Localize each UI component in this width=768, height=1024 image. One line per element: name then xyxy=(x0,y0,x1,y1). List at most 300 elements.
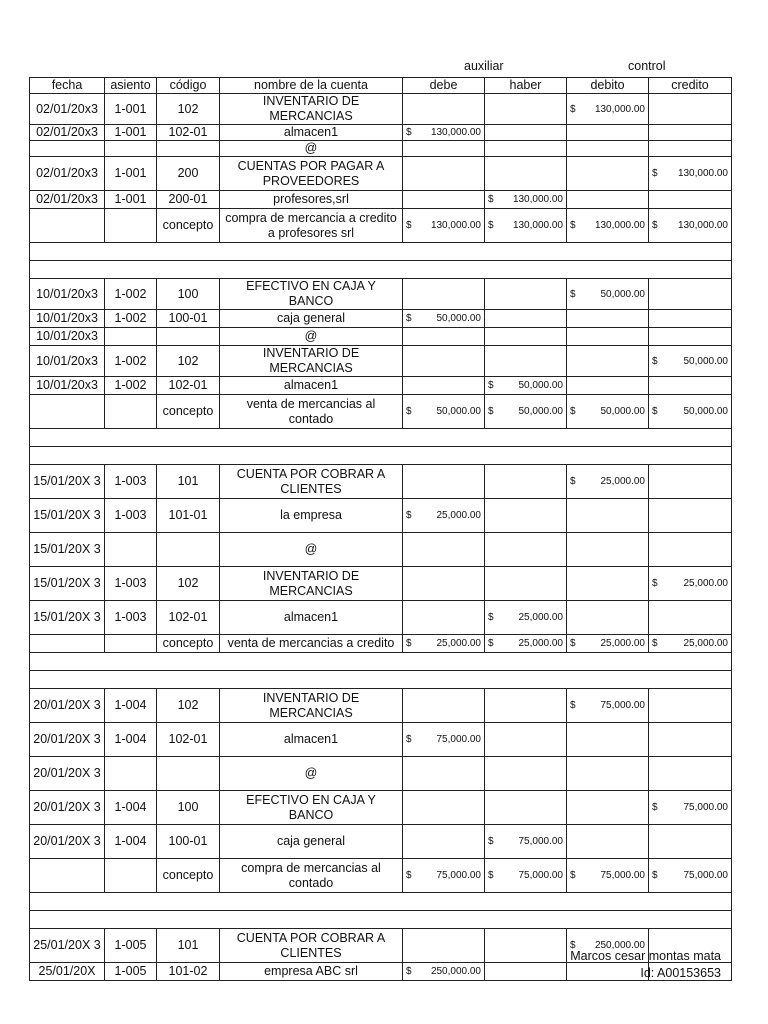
cell-haber xyxy=(485,963,567,981)
cell-haber xyxy=(485,141,567,157)
cell-fecha: 10/01/20x3 xyxy=(30,346,105,377)
cell-cuenta: venta de mercancias al contado xyxy=(220,395,403,429)
cell-fecha xyxy=(30,395,105,429)
cell-haber xyxy=(485,328,567,346)
cell-asiento: 1-003 xyxy=(105,567,157,601)
cell-debito xyxy=(567,310,649,328)
cell-credito xyxy=(649,94,732,125)
cell-debito xyxy=(567,279,649,310)
amount-value: 130,000.00 xyxy=(677,220,728,231)
amount xyxy=(570,218,645,233)
cell-credito xyxy=(649,689,732,723)
cell-debito xyxy=(567,567,649,601)
amount-value: 25,000.00 xyxy=(683,638,728,649)
cell-debito xyxy=(567,689,649,723)
cell-debe xyxy=(403,346,485,377)
amount-value: 25,000.00 xyxy=(436,510,481,521)
cell-debito xyxy=(567,209,649,243)
cell-codigo: 100 xyxy=(157,279,220,310)
cell-codigo: 102 xyxy=(157,689,220,723)
amount-value: 130,000.00 xyxy=(512,220,563,231)
cell-codigo: 200-01 xyxy=(157,191,220,209)
cell-haber xyxy=(485,635,567,653)
cell-debito xyxy=(567,125,649,141)
table-row xyxy=(30,825,732,859)
signature-name: Marcos cesar montas mata xyxy=(570,949,721,963)
cell-asiento: 1-001 xyxy=(105,125,157,141)
currency-symbol: $ xyxy=(488,406,494,417)
cell-asiento xyxy=(105,533,157,567)
cell-debe xyxy=(403,635,485,653)
cell-codigo: 102-01 xyxy=(157,377,220,395)
table-row xyxy=(30,499,732,533)
cell-debe xyxy=(403,310,485,328)
cell-credito xyxy=(649,723,732,757)
spacer-row xyxy=(30,243,732,261)
cell-fecha xyxy=(30,635,105,653)
cell-asiento xyxy=(105,395,157,429)
cell-fecha xyxy=(30,859,105,893)
currency-symbol: $ xyxy=(652,406,658,417)
table-row xyxy=(30,689,732,723)
table-row xyxy=(30,94,732,125)
cell-fecha: 02/01/20x3 xyxy=(30,191,105,209)
spacer-row xyxy=(30,893,732,911)
amount-value: 25,000.00 xyxy=(436,638,481,649)
cell-debito xyxy=(567,601,649,635)
signature-id: Id: A00153653 xyxy=(640,966,721,980)
table-row xyxy=(30,191,732,209)
cell-asiento: 1-001 xyxy=(105,94,157,125)
cell-cuenta: @ xyxy=(220,141,403,157)
cell-asiento: 1-002 xyxy=(105,279,157,310)
currency-symbol: $ xyxy=(488,194,494,205)
amount xyxy=(406,218,481,233)
cell-debe xyxy=(403,94,485,125)
cell-credito xyxy=(649,346,732,377)
cell-debe xyxy=(403,859,485,893)
amount xyxy=(652,404,728,419)
cell-credito xyxy=(649,377,732,395)
cell-debito xyxy=(567,757,649,791)
cell-debe xyxy=(403,395,485,429)
cell-debe xyxy=(403,567,485,601)
amount xyxy=(406,125,481,140)
cell-haber xyxy=(485,209,567,243)
table-row xyxy=(30,279,732,310)
cell-fecha: 15/01/20X 3 xyxy=(30,533,105,567)
cell-fecha: 02/01/20x3 xyxy=(30,157,105,191)
currency-symbol: $ xyxy=(652,168,658,179)
cell-codigo: 200 xyxy=(157,157,220,191)
amount xyxy=(652,354,728,369)
cell-codigo xyxy=(157,757,220,791)
amount xyxy=(488,218,563,233)
cell-credito xyxy=(649,859,732,893)
cell-codigo xyxy=(157,533,220,567)
currency-symbol: $ xyxy=(406,638,412,649)
cell-debe xyxy=(403,499,485,533)
currency-symbol: $ xyxy=(570,940,576,951)
spacer-cell xyxy=(30,261,732,279)
auxiliar-header: auxiliar xyxy=(464,59,504,73)
cell-fecha: 20/01/20X 3 xyxy=(30,757,105,791)
amount xyxy=(488,636,563,651)
cell-credito xyxy=(649,791,732,825)
spacer-row xyxy=(30,911,732,929)
amount-value: 130,000.00 xyxy=(594,220,645,231)
column-header-fecha: fecha xyxy=(30,78,105,94)
spacer-cell xyxy=(30,447,732,465)
cell-credito xyxy=(649,533,732,567)
cell-debe xyxy=(403,825,485,859)
cell-debito xyxy=(567,328,649,346)
currency-symbol: $ xyxy=(406,220,412,231)
cell-haber xyxy=(485,465,567,499)
cell-haber xyxy=(485,791,567,825)
cell-credito xyxy=(649,567,732,601)
cell-debe xyxy=(403,125,485,141)
amount-value: 75,000.00 xyxy=(518,836,563,847)
amount xyxy=(406,732,481,747)
cell-haber xyxy=(485,723,567,757)
currency-symbol: $ xyxy=(488,836,494,847)
cell-codigo: concepto xyxy=(157,859,220,893)
cell-asiento xyxy=(105,635,157,653)
cell-codigo: concepto xyxy=(157,395,220,429)
cell-codigo: 102 xyxy=(157,94,220,125)
table-row xyxy=(30,346,732,377)
cell-cuenta: caja general xyxy=(220,825,403,859)
amount-value: 50,000.00 xyxy=(436,313,481,324)
currency-symbol: $ xyxy=(406,966,412,977)
cell-haber xyxy=(485,395,567,429)
amount xyxy=(570,636,645,651)
cell-asiento: 1-003 xyxy=(105,601,157,635)
amount-value: 75,000.00 xyxy=(436,734,481,745)
cell-cuenta: venta de mercancias a credito xyxy=(220,635,403,653)
cell-fecha: 20/01/20X 3 xyxy=(30,689,105,723)
cell-credito xyxy=(649,601,732,635)
cell-debito xyxy=(567,859,649,893)
currency-symbol: $ xyxy=(652,220,658,231)
spacer-cell xyxy=(30,653,732,671)
cell-cuenta: almacen1 xyxy=(220,125,403,141)
amount xyxy=(406,508,481,523)
cell-debito xyxy=(567,635,649,653)
amount xyxy=(488,192,563,207)
cell-debe xyxy=(403,963,485,981)
amount-value: 50,000.00 xyxy=(436,406,481,417)
column-header-haber: haber xyxy=(485,78,567,94)
currency-symbol: $ xyxy=(488,612,494,623)
cell-credito xyxy=(649,499,732,533)
cell-haber xyxy=(485,125,567,141)
cell-debe xyxy=(403,791,485,825)
cell-fecha: 15/01/20X 3 xyxy=(30,465,105,499)
cell-fecha: 15/01/20X 3 xyxy=(30,601,105,635)
cell-haber xyxy=(485,689,567,723)
cell-debe xyxy=(403,191,485,209)
cell-cuenta: @ xyxy=(220,533,403,567)
cell-debito xyxy=(567,377,649,395)
cell-credito xyxy=(649,635,732,653)
cell-cuenta: INVENTARIO DE MERCANCIAS xyxy=(220,689,403,723)
spacer-cell xyxy=(30,911,732,929)
cell-cuenta: CUENTA POR COBRAR A CLIENTES xyxy=(220,929,403,963)
cell-debe xyxy=(403,157,485,191)
column-header-debe: debe xyxy=(403,78,485,94)
cell-debito xyxy=(567,395,649,429)
cell-haber xyxy=(485,310,567,328)
cell-haber xyxy=(485,279,567,310)
spacer-cell xyxy=(30,429,732,447)
cell-asiento: 1-001 xyxy=(105,191,157,209)
cell-asiento xyxy=(105,328,157,346)
amount-value: 50,000.00 xyxy=(518,380,563,391)
amount-value: 50,000.00 xyxy=(683,406,728,417)
currency-symbol: $ xyxy=(570,288,576,300)
cell-asiento xyxy=(105,209,157,243)
column-header-credito: credito xyxy=(649,78,732,94)
currency-symbol: $ xyxy=(652,355,658,367)
cell-asiento: 1-004 xyxy=(105,825,157,859)
cell-fecha: 02/01/20x3 xyxy=(30,94,105,125)
cell-fecha: 15/01/20X 3 xyxy=(30,567,105,601)
cell-haber xyxy=(485,825,567,859)
cell-haber xyxy=(485,859,567,893)
cell-haber xyxy=(485,191,567,209)
amount xyxy=(406,311,481,326)
currency-symbol: $ xyxy=(652,638,658,649)
cell-haber xyxy=(485,533,567,567)
cell-asiento: 1-004 xyxy=(105,689,157,723)
cell-cuenta: almacen1 xyxy=(220,723,403,757)
cell-debito xyxy=(567,191,649,209)
amount-value: 50,000.00 xyxy=(683,355,728,367)
cell-asiento xyxy=(105,757,157,791)
currency-symbol: $ xyxy=(488,220,494,231)
cell-codigo xyxy=(157,328,220,346)
table-row xyxy=(30,791,732,825)
amount-value: 75,000.00 xyxy=(600,700,645,711)
spacer-row xyxy=(30,429,732,447)
cell-fecha: 20/01/20X 3 xyxy=(30,723,105,757)
cell-cuenta: INVENTARIO DE MERCANCIAS xyxy=(220,346,403,377)
column-header-debito: debito xyxy=(567,78,649,94)
cell-haber xyxy=(485,94,567,125)
amount xyxy=(570,404,645,419)
amount xyxy=(652,800,728,815)
cell-debito xyxy=(567,346,649,377)
cell-fecha: 25/01/20X xyxy=(30,963,105,981)
cell-debe xyxy=(403,929,485,963)
cell-codigo: 102 xyxy=(157,346,220,377)
currency-symbol: $ xyxy=(570,103,576,115)
currency-symbol: $ xyxy=(652,578,658,589)
amount xyxy=(406,964,481,979)
cell-haber xyxy=(485,601,567,635)
cell-fecha: 10/01/20x3 xyxy=(30,328,105,346)
cell-fecha xyxy=(30,209,105,243)
cell-cuenta: compra de mercancia a credito a profesores srl xyxy=(220,209,403,243)
cell-asiento: 1-003 xyxy=(105,499,157,533)
cell-credito xyxy=(649,757,732,791)
currency-symbol: $ xyxy=(406,127,412,138)
cell-fecha xyxy=(30,141,105,157)
cell-debito xyxy=(567,533,649,567)
spacer-row xyxy=(30,447,732,465)
cell-debe xyxy=(403,723,485,757)
cell-haber xyxy=(485,567,567,601)
amount xyxy=(652,218,728,233)
cell-cuenta: EFECTIVO EN CAJA Y BANCO xyxy=(220,791,403,825)
amount-value: 25,000.00 xyxy=(600,638,645,649)
amount-value: 75,000.00 xyxy=(518,870,563,881)
cell-debito xyxy=(567,791,649,825)
amount-value: 50,000.00 xyxy=(600,288,645,300)
currency-symbol: $ xyxy=(406,870,412,881)
cell-codigo: 100 xyxy=(157,791,220,825)
cell-credito xyxy=(649,279,732,310)
spacer-cell xyxy=(30,893,732,911)
cell-asiento xyxy=(105,141,157,157)
cell-codigo: 101-01 xyxy=(157,499,220,533)
table-row xyxy=(30,567,732,601)
cell-asiento: 1-005 xyxy=(105,963,157,981)
column-header-codigo: código xyxy=(157,78,220,94)
spacer-cell xyxy=(30,243,732,261)
cell-debe xyxy=(403,533,485,567)
cell-debito xyxy=(567,963,649,981)
amount xyxy=(570,287,645,302)
amount-value: 50,000.00 xyxy=(518,406,563,417)
cell-fecha: 15/01/20X 3 xyxy=(30,499,105,533)
amount-value: 25,000.00 xyxy=(518,638,563,649)
table-row xyxy=(30,310,732,328)
currency-symbol: $ xyxy=(652,802,658,813)
amount xyxy=(406,636,481,651)
cell-codigo: concepto xyxy=(157,635,220,653)
amount xyxy=(652,166,728,181)
cell-asiento: 1-004 xyxy=(105,791,157,825)
currency-symbol: $ xyxy=(570,638,576,649)
cell-cuenta: @ xyxy=(220,328,403,346)
currency-symbol: $ xyxy=(570,700,576,711)
cell-cuenta: profesores,srl xyxy=(220,191,403,209)
amount xyxy=(570,102,645,117)
cell-debe xyxy=(403,141,485,157)
amount xyxy=(570,868,645,883)
amount xyxy=(488,610,563,625)
cell-credito xyxy=(649,395,732,429)
cell-codigo xyxy=(157,141,220,157)
amount xyxy=(406,404,481,419)
amount-value: 25,000.00 xyxy=(518,612,563,623)
currency-symbol: $ xyxy=(488,638,494,649)
cell-codigo: 102-01 xyxy=(157,125,220,141)
cell-credito xyxy=(649,125,732,141)
cell-asiento: 1-004 xyxy=(105,723,157,757)
currency-symbol: $ xyxy=(570,220,576,231)
cell-codigo: 100-01 xyxy=(157,825,220,859)
table-row xyxy=(30,601,732,635)
cell-codigo: 102-01 xyxy=(157,723,220,757)
amount-value: 25,000.00 xyxy=(683,578,728,589)
cell-cuenta: la empresa xyxy=(220,499,403,533)
cell-debito xyxy=(567,499,649,533)
cell-fecha: 20/01/20X 3 xyxy=(30,791,105,825)
cell-cuenta: EFECTIVO EN CAJA Y BANCO xyxy=(220,279,403,310)
cell-fecha: 20/01/20X 3 xyxy=(30,825,105,859)
cell-asiento: 1-003 xyxy=(105,465,157,499)
cell-codigo: 101 xyxy=(157,465,220,499)
cell-asiento: 1-002 xyxy=(105,346,157,377)
cell-haber xyxy=(485,499,567,533)
cell-cuenta: caja general xyxy=(220,310,403,328)
amount-value: 75,000.00 xyxy=(683,870,728,881)
currency-symbol: $ xyxy=(406,510,412,521)
cell-codigo: concepto xyxy=(157,209,220,243)
spacer-row xyxy=(30,653,732,671)
table-row xyxy=(30,757,732,791)
column-header-cuenta: nombre de la cuenta xyxy=(220,78,403,94)
amount-value: 130,000.00 xyxy=(677,168,728,179)
spacer-row xyxy=(30,261,732,279)
table-row xyxy=(30,125,732,141)
cell-cuenta: INVENTARIO DE MERCANCIAS xyxy=(220,567,403,601)
cell-haber xyxy=(485,377,567,395)
cell-credito xyxy=(649,191,732,209)
currency-symbol: $ xyxy=(488,380,494,391)
currency-symbol: $ xyxy=(406,406,412,417)
cell-debito xyxy=(567,141,649,157)
column-header-row xyxy=(30,78,732,94)
cell-credito xyxy=(649,141,732,157)
amount xyxy=(488,378,563,393)
amount-value: 75,000.00 xyxy=(683,802,728,813)
amount xyxy=(652,576,728,591)
table-row xyxy=(30,963,732,981)
cell-debito xyxy=(567,94,649,125)
cell-codigo: 100-01 xyxy=(157,310,220,328)
amount-value: 250,000.00 xyxy=(430,966,481,977)
cell-fecha: 02/01/20x3 xyxy=(30,125,105,141)
table-row xyxy=(30,465,732,499)
cell-codigo: 101-02 xyxy=(157,963,220,981)
cell-codigo: 101 xyxy=(157,929,220,963)
table-row xyxy=(30,533,732,567)
currency-symbol: $ xyxy=(652,870,658,881)
amount xyxy=(488,404,563,419)
cell-debito xyxy=(567,465,649,499)
cell-fecha: 10/01/20x3 xyxy=(30,279,105,310)
cell-debe xyxy=(403,757,485,791)
cell-cuenta: CUENTAS POR PAGAR A PROVEEDORES xyxy=(220,157,403,191)
cell-debe xyxy=(403,689,485,723)
cell-fecha: 10/01/20x3 xyxy=(30,377,105,395)
amount xyxy=(570,474,645,489)
amount xyxy=(652,636,728,651)
amount xyxy=(488,834,563,849)
amount xyxy=(488,868,563,883)
cell-cuenta: compra de mercancias al contado xyxy=(220,859,403,893)
table-row xyxy=(30,395,732,429)
cell-haber xyxy=(485,346,567,377)
cell-haber xyxy=(485,929,567,963)
cell-asiento: 1-002 xyxy=(105,377,157,395)
cell-debito xyxy=(567,825,649,859)
